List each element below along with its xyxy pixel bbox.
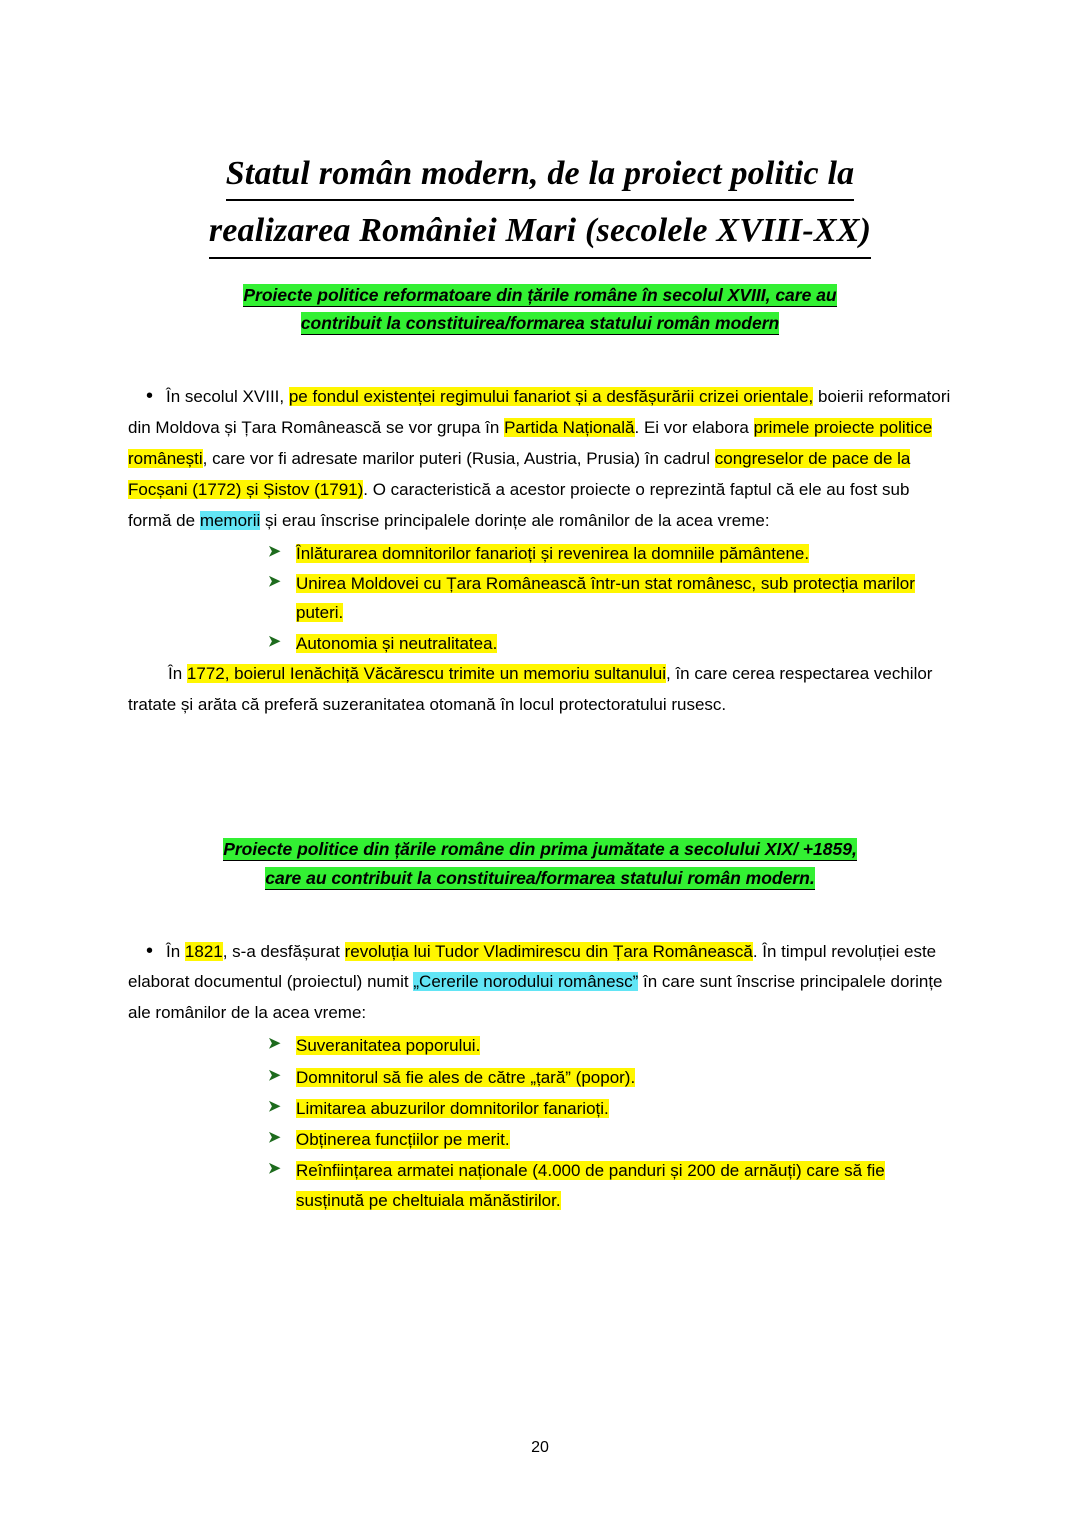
s2-h3: „Cererile norodului românesc” [413, 972, 639, 992]
arrow-right-icon: ➤ [268, 573, 281, 591]
page-title [128, 150, 952, 259]
list-item [128, 629, 952, 658]
s1-tail-p1: În [168, 663, 187, 683]
list-item [128, 539, 952, 568]
s1-p2: boierii reformatori din Moldova și Țara Românească se vor grupa în [128, 387, 951, 438]
s2-h1: 1821 [184, 941, 223, 961]
list-item-label: Suveranitatea poporului. [296, 1036, 481, 1056]
section-1-heading-line-2: contribuit la constituirea/formarea statului român modern [300, 313, 780, 334]
list-item-label: Limitarea abuzurilor domnitorilor fanarioți. [296, 1098, 609, 1118]
section-2-paragraph [128, 937, 952, 1030]
list-item-label: Autonomia și neutralitatea. [296, 633, 498, 653]
s1-p6: și erau înscrise principalele dorințe ale românilor de la acea vreme: [260, 511, 770, 531]
section-divider-space [128, 721, 952, 817]
section-2-list [128, 1031, 952, 1214]
bullet-dot-icon [128, 382, 166, 413]
s2-p3: . În timpul revoluției este elaborat documentul (proiectul) numit [128, 941, 937, 992]
s1-p5: . O caracteristică a acestor proiecte o reprezintă faptul că ele au fost sub formă de [128, 480, 910, 531]
s1-h5: memorii [199, 511, 261, 531]
arrow-right-icon: ➤ [268, 1160, 281, 1178]
page-title-line-1: Statul român modern, de la proiect politic la [226, 150, 855, 201]
section-1-heading [128, 281, 952, 339]
s1-h1: pe fondul existenței regimului fanariot și a desfășurării crizei orientale, [288, 387, 814, 407]
section-1-list [128, 539, 952, 658]
section-2-heading-line-2: care au contribuit la constituirea/formarea statului român modern. [265, 867, 815, 888]
arrow-right-icon: ➤ [268, 1066, 281, 1084]
s1-h4: congreselor de pace de la Focșani (1772) și Șistov (1791) [128, 449, 911, 500]
section-1-paragraph [128, 382, 952, 537]
arrow-right-icon: ➤ [268, 1097, 281, 1115]
section-2-heading [128, 835, 952, 893]
arrow-right-icon: ➤ [268, 632, 281, 650]
bullet-dot-icon [128, 937, 166, 968]
list-item-label: Înlăturarea domnitorilor fanarioți și revenirea la domniile pământene. [296, 543, 810, 563]
arrow-right-icon: ➤ [268, 542, 281, 560]
s1-h3: primele proiecte politice românești [128, 418, 933, 469]
s2-p2: , s-a desfășurat [222, 941, 345, 961]
list-item-label: Reînființarea armatei naționale (4.000 de panduri și 200 de arnăuți) care să fie susținută pe cheltuiala mănăstirilor. [296, 1161, 885, 1210]
list-item [128, 1063, 952, 1092]
s2-p4: în care sunt înscrise principalele dorințe ale românilor de la acea vreme: [128, 972, 943, 1023]
s1-p4: , care vor fi adresate marilor puteri (Rusia, Austria, Prusia) în cadrul [202, 449, 715, 469]
page-number: 20 [531, 1439, 549, 1456]
s1-tail-h1: 1772, boierul Ienăchiță Văcărescu trimite un memoriu sultanului [186, 663, 666, 683]
section-1-tail-paragraph [128, 659, 952, 721]
s1-p3: . Ei vor elabora [634, 418, 754, 438]
arrow-right-icon: ➤ [268, 1129, 281, 1147]
s1-p1: În secolul XVIII, [166, 387, 289, 407]
s1-tail-p2: , în care cerea respectarea vechilor tratate și arăta că preferă suzeranitatea otomană în locul protectoratului rusesc. [128, 663, 933, 714]
arrow-right-icon: ➤ [268, 1035, 281, 1053]
list-item-label: Domnitorul să fie ales de către „țară” (popor). [296, 1067, 636, 1087]
s2-p1: În [166, 941, 185, 961]
page-title-line-2: realizarea României Mari (secolele XVIII-XX) [209, 207, 871, 258]
list-item [128, 569, 952, 627]
s2-h2: revoluția lui Tudor Vladimirescu din Țara Românească [344, 941, 753, 961]
list-item-label: Unirea Moldovei cu Țara Românească într-un stat românesc, sub protecția marilor puteri. [296, 574, 915, 623]
list-item-label: Obținerea funcțiilor pe merit. [296, 1130, 510, 1150]
list-item [128, 1125, 952, 1154]
list-item [128, 1156, 952, 1214]
list-item [128, 1094, 952, 1123]
s1-h2: Partida Națională [504, 418, 635, 438]
section-1-heading-line-1: Proiecte politice reformatoare din țările române în secolul XVIII, care au [243, 284, 837, 305]
list-item [128, 1031, 952, 1060]
section-2-heading-line-1: Proiecte politice din țările române din prima jumătate a secolului XIX/ +1859, [223, 838, 857, 859]
